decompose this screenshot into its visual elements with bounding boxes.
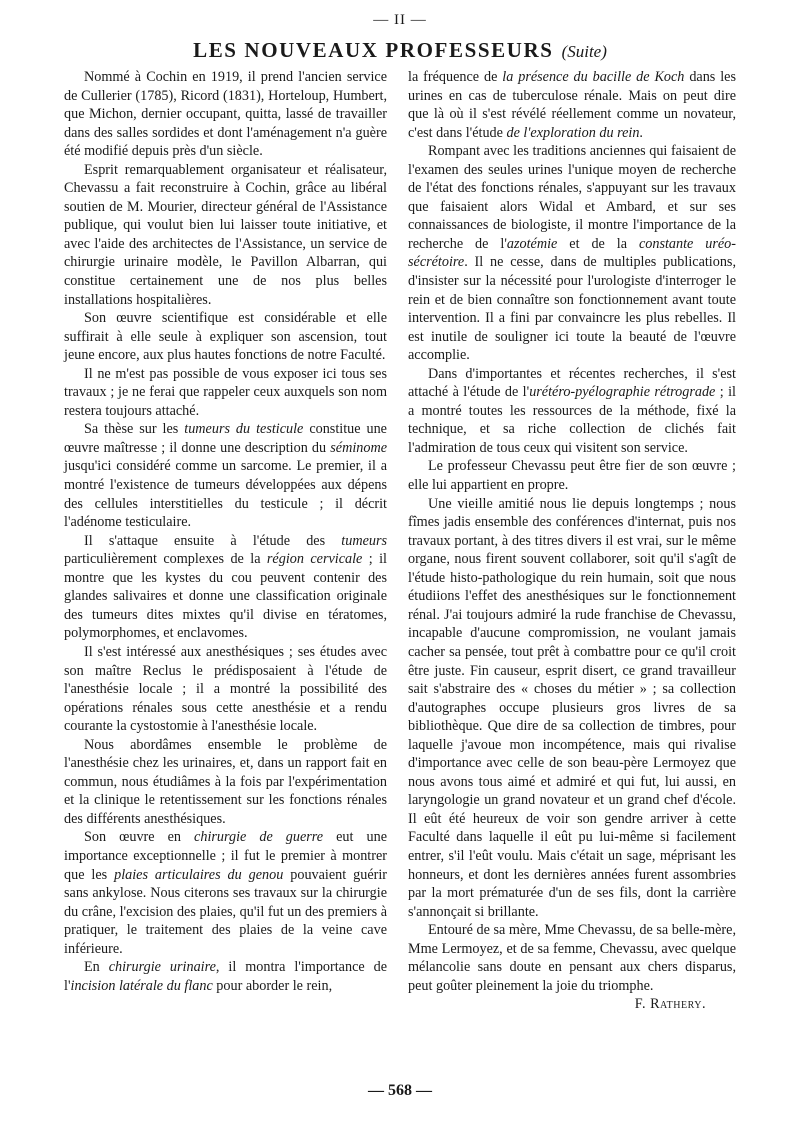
paragraph: Il s'attaque ensuite à l'étude des tumeurs particulièrement complexes de la région cervicale ; il montre que les kystes du cou peuvent contenir des glandes salivaires et donne une classification originale des tumeurs dites mixtes qu'il divise en tératomes, polymorphomes, et enclavomes.	[64, 532, 387, 642]
paragraph: la fréquence de la présence du bacille de Koch dans les urines en cas de tuberculose rénale. Mais on peut dire que là où il s'est révélé réellement comme un novateur, c'est dans l'étude de l'exploration du rein.	[408, 69, 736, 141]
paragraph: Entouré de sa mère, Mme Chevassu, de sa belle-mère, Mme Lermoyez, et de sa femme, Chevassu, avec quelque mélancolie sans doute en pensant aux chers disparus, peut goûter pleinement la joie du triomphe. F. Rathery.	[408, 922, 736, 1013]
paragraph: Sa thèse sur les tumeurs du testicule constitue une œuvre maîtresse ; il donne une description du séminome jusqu'ici considéré comme un sarcome. Le premier, il a montré l'existence de tumeurs développées aux dépens des cellules interstitielles du testicule ; il décrit l'adénome testiculaire.	[64, 421, 387, 531]
paragraph: Nommé à Cochin en 1919, il prend l'ancien service de Cullerier (1785), Ricord (1831), Horteloup, Humbert, que Michon, dernier occupant, quitta, lassé de travailler dans des salles sordides et dont l'aménagement n'a guère été modifié depuis près d'un siècle.	[64, 69, 387, 160]
paragraph: En chirurgie urinaire, il montra l'importance de l'incision latérale du flanc pour aborder le rein,	[64, 959, 387, 994]
paragraph: Rompant avec les traditions anciennes qui faisaient de l'examen des seules urines l'unique moyen de recherche de l'état des fonctions rénales, s'appuyant sur les travaux que faisaient alors Widal et Ambard, et sur ses connaissances de biologiste, il montre l'importance de la recherche de l'azotémie et de la constante uréo-sécrétoire. Il ne cesse, dans de multiples publications, d'insister sur la nécessité pour l'urologiste d'interroger le rein et de bien connaître son fonctionnement avant toute intervention. Il a fini par convaincre les plus rebelles. Il est inutile de souligner ici toute la beauté de l'œuvre accomplie.	[408, 143, 736, 364]
paragraph: Son œuvre en chirurgie de guerre eut une importance exceptionnelle ; il fut le premier à montrer que les plaies articulaires du genou pouvaient guérir sans ankylose. Nous citerons ses travaux sur la chirurgie du crâne, l'excision des plaies, qu'il fut un des premiers à pratiquer, le traitement des plaies de la veine cave inférieure.	[64, 829, 388, 957]
article-suite: (Suite)	[561, 42, 607, 61]
paragraph: Le professeur Chevassu peut être fier de son œuvre ; elle lui appartient en propre.	[408, 458, 736, 494]
paragraph: Son œuvre scientifique est considérable et elle suffirait à elle seule à expliquer son ascension, tout jeune encore, aux plus hautes fonctions de notre Faculté.	[64, 310, 387, 364]
paragraph: Esprit remarquablement organisateur et réalisateur, Chevassu a fait reconstruire à Cochin, grâce au libéral soutien de M. Mourier, directeur général de l'Assistance publique, qui voulut bien lui laisser toute initiative, et avec l'aide des architectes de l'Assistance, un service de chirurgie urinaire modèle, le Pavillon Albarran, qui constitue certainement une de nos plus belles installations hospitalières.	[64, 161, 387, 308]
paragraph: Une vieille amitié nous lie depuis longtemps ; nous fîmes jadis ensemble des conférences d'internat, puis nos travaux portant, à des titres divers il est vrai, sur le même organe, nous firent souvent collaborer, soit qu'il s'agît de l'étude histo-pathologique du rein humain, soit que nous étudiions l'effet des anesthésiques sur le fonctionnement rénal. J'ai toujours admiré la rude franchise de Chevassu, incapable d'aucune compromission, ne voulant jamais cacher sa pensée, tout prêt à combattre pour ce qu'il croit être juste. Fin causeur, esprit disert, ce grand travailleur sait s'abstraire des « choses du métier » ; sa collection d'autographes occupe plusieurs gros livres de sa bibliothèque. Que dire de sa collection de timbres, pour laquelle j'avoue mon incompétence, mais qui rivalise d'importance avec celle de son beau-père Lermoyez que nous avons tous aimé et admiré et qui fut, lui aussi, en laryngologie un grand novateur et un grand chef d'école. Il eût été heureux de voir son gendre arriver à cette Faculté dans laquelle il eût pu lui-même si facilement entrer, s'il l'eût voulu. Mais c'était un sage, méprisant les honneurs, et dont les dernières années furent assombries par la mort prématurée d'un de ses fils, dont la carrière s'annonçait si brillante.	[408, 495, 736, 920]
paragraph: Nous abordâmes ensemble le problème de l'anesthésie chez les urinaires, et, dans un rapport fait en commun, nous étudiâmes à la fois par l'expérimentation et la clinique le retentissement sur les fonctions rénales des différents anesthésiques.	[64, 736, 387, 827]
page-number-top: — II —	[373, 12, 427, 28]
left-column	[64, 68, 387, 1068]
right-column	[408, 68, 736, 1068]
article-header	[0, 38, 800, 63]
article-title: LES NOUVEAUX PROFESSEURS	[193, 38, 554, 62]
signature: F. Rathery.	[634, 996, 706, 1013]
paragraph: Dans d'importantes et récentes recherches, il s'est attaché à l'étude de l'urétéro-pyélographie rétrograde ; il a montré toutes les ressources de la méthode, fixé la technique, et sa riche collection de clichés fait l'admiration de tous ceux qui visitent son service.	[408, 365, 736, 456]
page-number-bottom: — 568 —	[368, 1082, 432, 1099]
paragraph: Il s'est intéressé aux anesthésiques ; ses études avec son maître Reclus le prédisposaient à l'étude de l'anesthésie locale ; il a montré la possibilité des opérations rénales sous cette anesthésie et a rendu courante la cystostomie à l'anesthésie locale.	[64, 643, 387, 735]
paragraph: Il ne m'est pas possible de vous exposer ici tous ses travaux ; je ne ferai que rappeler ceux auxquels son nom restera toujours attaché.	[64, 365, 387, 419]
